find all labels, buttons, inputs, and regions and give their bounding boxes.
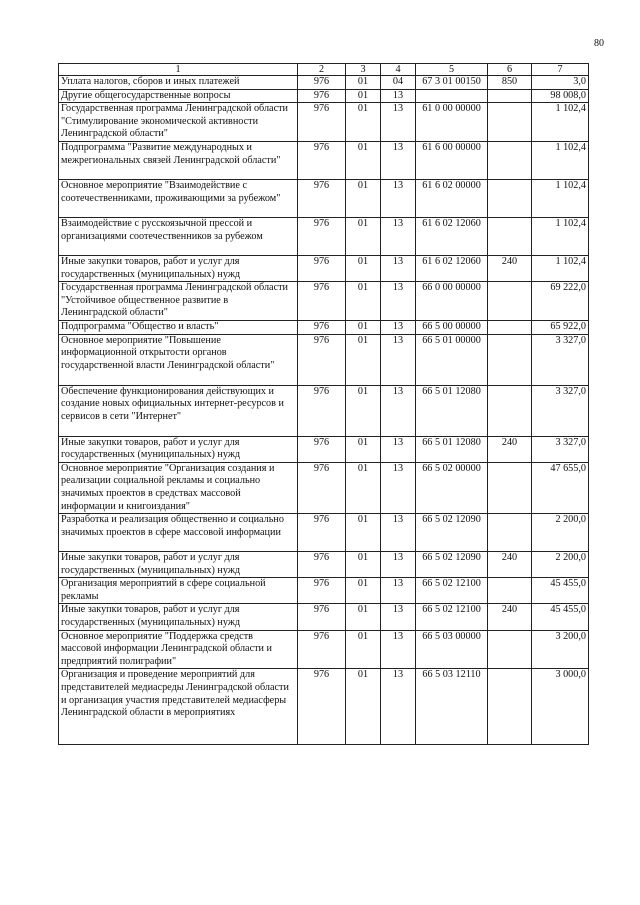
row-expense-type — [488, 179, 532, 217]
table-row — [59, 630, 589, 669]
row-name: Подпрограмма "Развитие международных и межрегиональных связей Ленинградской области" — [59, 141, 298, 179]
table-row — [59, 514, 589, 552]
header-col-1: 1 — [59, 64, 298, 76]
page-number: 80 — [594, 38, 604, 49]
row-subsection: 13 — [381, 255, 416, 281]
row-target-article: 67 3 01 00150 — [416, 76, 488, 90]
row-name: Основное мероприятие "Повышение информационной открытости органов государственной власти Ленинградской области" — [59, 334, 298, 385]
row-section: 01 — [346, 334, 381, 385]
row-admin-code: 976 — [298, 217, 346, 255]
row-section: 01 — [346, 76, 381, 90]
table-row — [59, 462, 589, 513]
row-expense-type: 850 — [488, 76, 532, 90]
row-amount: 3 327,0 — [532, 436, 589, 462]
row-name: Подпрограмма "Общество и власть" — [59, 320, 298, 334]
row-section: 01 — [346, 217, 381, 255]
row-name: Государственная программа Ленинградской области "Устойчивое общественное развитие в Ленинградской области" — [59, 282, 298, 321]
header-col-3: 3 — [346, 64, 381, 76]
table-row — [59, 436, 589, 462]
row-expense-type — [488, 669, 532, 745]
row-expense-type — [488, 89, 532, 103]
table-row — [59, 669, 589, 745]
row-section: 01 — [346, 255, 381, 281]
row-amount: 45 455,0 — [532, 604, 589, 630]
table-row — [59, 320, 589, 334]
row-target-article: 66 5 01 12080 — [416, 385, 488, 436]
row-section: 01 — [346, 604, 381, 630]
row-name: Другие общегосударственные вопросы — [59, 89, 298, 103]
row-admin-code: 976 — [298, 103, 346, 142]
row-subsection: 13 — [381, 141, 416, 179]
row-expense-type: 240 — [488, 255, 532, 281]
header-col-4: 4 — [381, 64, 416, 76]
table-row — [59, 103, 589, 142]
row-admin-code: 976 — [298, 436, 346, 462]
row-name: Основное мероприятие "Взаимодействие с соотечественниками, проживающими за рубежом" — [59, 179, 298, 217]
row-admin-code: 976 — [298, 89, 346, 103]
row-admin-code: 976 — [298, 334, 346, 385]
row-name: Взаимодействие с русскоязычной прессой и организациями соотечественников за рубежом — [59, 217, 298, 255]
row-subsection: 13 — [381, 282, 416, 321]
table-row — [59, 179, 589, 217]
row-target-article: 66 5 03 12110 — [416, 669, 488, 745]
row-subsection: 13 — [381, 604, 416, 630]
row-name: Иные закупки товаров, работ и услуг для государственных (муниципальных) нужд — [59, 604, 298, 630]
row-name: Организация и проведение мероприятий для представителей медиасреды Ленинградской области и организация участия представителей медиасферы Ленинградской области в мероприятиях — [59, 669, 298, 745]
row-expense-type — [488, 462, 532, 513]
row-name: Иные закупки товаров, работ и услуг для государственных (муниципальных) нужд — [59, 436, 298, 462]
row-admin-code: 976 — [298, 320, 346, 334]
row-amount: 1 102,4 — [532, 255, 589, 281]
row-name: Государственная программа Ленинградской области "Стимулирование экономической активности Ленинградской области" — [59, 103, 298, 142]
row-subsection: 13 — [381, 578, 416, 604]
row-section: 01 — [346, 320, 381, 334]
row-subsection: 13 — [381, 103, 416, 142]
row-section: 01 — [346, 436, 381, 462]
row-amount: 47 655,0 — [532, 462, 589, 513]
row-expense-type — [488, 217, 532, 255]
budget-table — [58, 63, 589, 745]
row-expense-type — [488, 282, 532, 321]
row-admin-code: 976 — [298, 578, 346, 604]
row-admin-code: 976 — [298, 514, 346, 552]
row-amount: 1 102,4 — [532, 217, 589, 255]
row-target-article — [416, 89, 488, 103]
row-target-article: 66 5 00 00000 — [416, 320, 488, 334]
row-amount: 3 200,0 — [532, 630, 589, 669]
row-target-article: 66 5 01 12080 — [416, 436, 488, 462]
row-expense-type: 240 — [488, 552, 532, 578]
row-amount: 45 455,0 — [532, 578, 589, 604]
row-target-article: 66 5 01 00000 — [416, 334, 488, 385]
row-amount: 3 000,0 — [532, 669, 589, 745]
row-name: Иные закупки товаров, работ и услуг для государственных (муниципальных) нужд — [59, 552, 298, 578]
row-amount: 1 102,4 — [532, 103, 589, 142]
row-admin-code: 976 — [298, 76, 346, 90]
row-expense-type — [488, 334, 532, 385]
row-target-article: 66 0 00 00000 — [416, 282, 488, 321]
row-section: 01 — [346, 179, 381, 217]
row-amount: 3,0 — [532, 76, 589, 90]
table-row — [59, 578, 589, 604]
row-admin-code: 976 — [298, 385, 346, 436]
row-name: Основное мероприятие "Поддержка средств массовой информации Ленинградской области и предприятий полиграфии" — [59, 630, 298, 669]
table-row — [59, 89, 589, 103]
row-section: 01 — [346, 282, 381, 321]
table-row — [59, 255, 589, 281]
row-section: 01 — [346, 462, 381, 513]
row-expense-type — [488, 630, 532, 669]
table-row — [59, 76, 589, 90]
row-amount: 65 922,0 — [532, 320, 589, 334]
row-expense-type — [488, 578, 532, 604]
row-subsection: 13 — [381, 179, 416, 217]
table-row — [59, 334, 589, 385]
row-name: Организация мероприятий в сфере социальной рекламы — [59, 578, 298, 604]
row-admin-code: 976 — [298, 282, 346, 321]
row-amount: 3 327,0 — [532, 334, 589, 385]
row-target-article: 66 5 02 00000 — [416, 462, 488, 513]
row-subsection: 13 — [381, 436, 416, 462]
row-amount: 3 327,0 — [532, 385, 589, 436]
header-col-6: 6 — [488, 64, 532, 76]
header-col-5: 5 — [416, 64, 488, 76]
row-subsection: 13 — [381, 320, 416, 334]
row-expense-type — [488, 103, 532, 142]
row-name: Уплата налогов, сборов и иных платежей — [59, 76, 298, 90]
table-row — [59, 141, 589, 179]
row-target-article: 66 5 02 12090 — [416, 514, 488, 552]
row-subsection: 04 — [381, 76, 416, 90]
row-expense-type — [488, 320, 532, 334]
table-row — [59, 385, 589, 436]
row-amount: 2 200,0 — [532, 552, 589, 578]
row-section: 01 — [346, 669, 381, 745]
row-admin-code: 976 — [298, 669, 346, 745]
row-name: Иные закупки товаров, работ и услуг для государственных (муниципальных) нужд — [59, 255, 298, 281]
row-target-article: 66 5 02 12100 — [416, 578, 488, 604]
row-name: Основное мероприятие "Организация создания и реализации социальной рекламы и социально значимых проектов в средствах массовой информации и книгоиздания" — [59, 462, 298, 513]
table-row — [59, 604, 589, 630]
row-section: 01 — [346, 514, 381, 552]
row-admin-code: 976 — [298, 552, 346, 578]
row-target-article: 66 5 03 00000 — [416, 630, 488, 669]
row-section: 01 — [346, 89, 381, 103]
row-subsection: 13 — [381, 514, 416, 552]
row-name: Обеспечение функционирования действующих и создание новых официальных интернет-ресурсов и сервисов в сети "Интернет" — [59, 385, 298, 436]
row-target-article: 61 6 02 12060 — [416, 217, 488, 255]
row-amount: 1 102,4 — [532, 179, 589, 217]
row-section: 01 — [346, 141, 381, 179]
row-section: 01 — [346, 578, 381, 604]
row-subsection: 13 — [381, 462, 416, 513]
row-target-article: 61 6 02 00000 — [416, 179, 488, 217]
row-subsection: 13 — [381, 630, 416, 669]
row-expense-type: 240 — [488, 604, 532, 630]
row-amount: 69 222,0 — [532, 282, 589, 321]
row-amount: 98 008,0 — [532, 89, 589, 103]
row-admin-code: 976 — [298, 604, 346, 630]
row-subsection: 13 — [381, 334, 416, 385]
row-target-article: 66 5 02 12100 — [416, 604, 488, 630]
row-admin-code: 976 — [298, 462, 346, 513]
row-section: 01 — [346, 552, 381, 578]
row-subsection: 13 — [381, 552, 416, 578]
row-subsection: 13 — [381, 669, 416, 745]
row-subsection: 13 — [381, 89, 416, 103]
row-admin-code: 976 — [298, 255, 346, 281]
header-col-7: 7 — [532, 64, 589, 76]
row-section: 01 — [346, 630, 381, 669]
row-section: 01 — [346, 385, 381, 436]
row-target-article: 61 6 00 00000 — [416, 141, 488, 179]
header-row — [59, 64, 589, 76]
row-expense-type: 240 — [488, 436, 532, 462]
row-amount: 1 102,4 — [532, 141, 589, 179]
table-row — [59, 282, 589, 321]
row-subsection: 13 — [381, 217, 416, 255]
row-expense-type — [488, 141, 532, 179]
row-admin-code: 976 — [298, 141, 346, 179]
row-expense-type — [488, 385, 532, 436]
row-admin-code: 976 — [298, 630, 346, 669]
header-col-2: 2 — [298, 64, 346, 76]
table-row — [59, 552, 589, 578]
row-name: Разработка и реализация общественно и социально значимых проектов в сфере массовой информации — [59, 514, 298, 552]
row-expense-type — [488, 514, 532, 552]
table-row — [59, 217, 589, 255]
row-subsection: 13 — [381, 385, 416, 436]
row-section: 01 — [346, 103, 381, 142]
row-target-article: 66 5 02 12090 — [416, 552, 488, 578]
row-amount: 2 200,0 — [532, 514, 589, 552]
row-target-article: 61 0 00 00000 — [416, 103, 488, 142]
row-admin-code: 976 — [298, 179, 346, 217]
row-target-article: 61 6 02 12060 — [416, 255, 488, 281]
